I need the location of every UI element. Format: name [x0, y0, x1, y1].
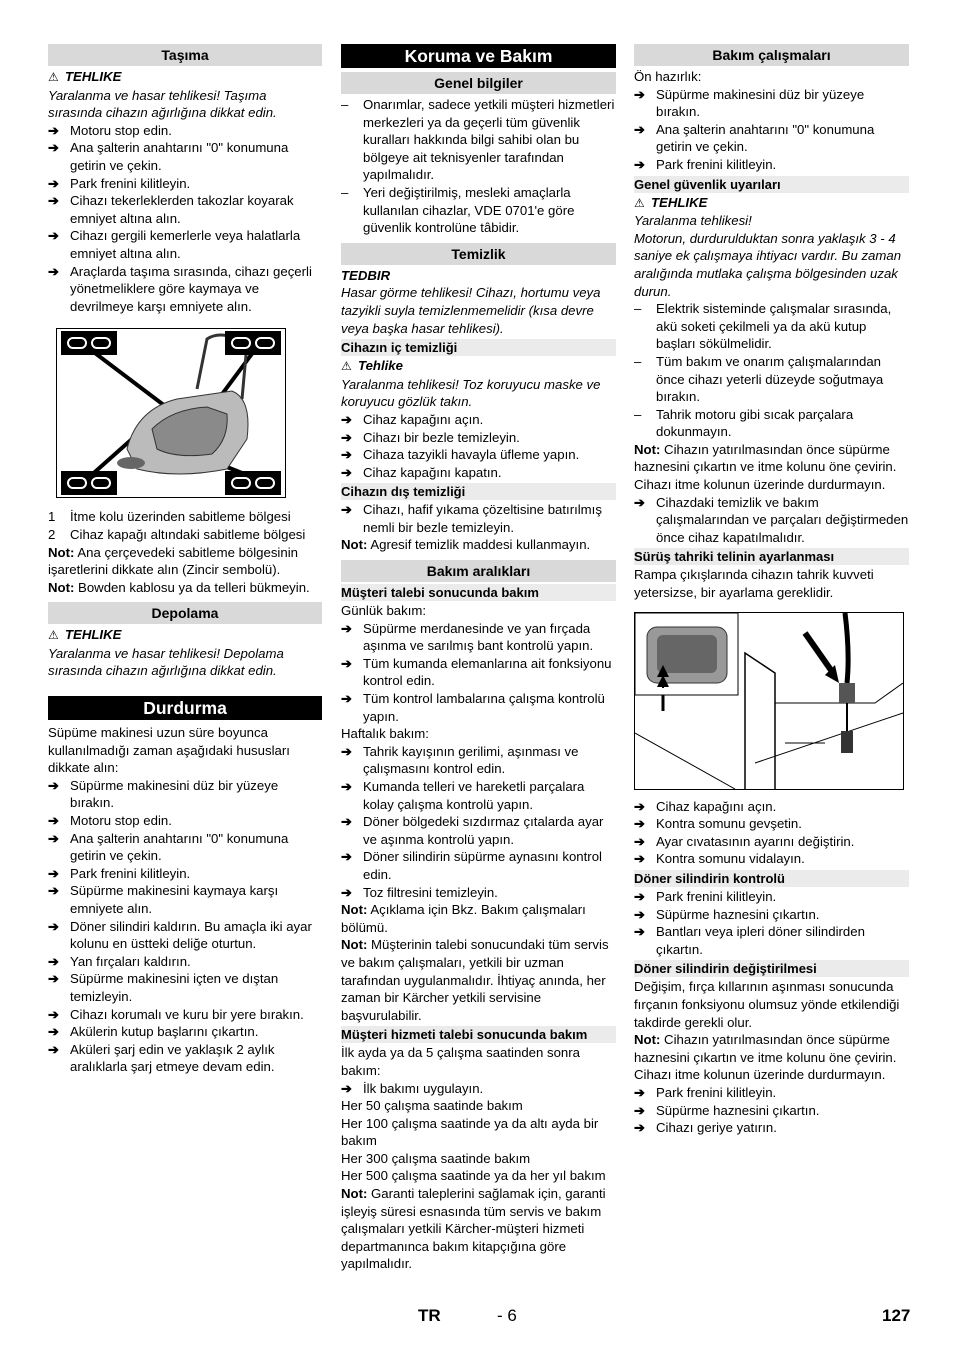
note	[341, 1185, 616, 1273]
list-item	[634, 156, 909, 174]
step-text: Döner bölgedeki sızdırmaz çıtalarda ayar ve aşınma kontrolü yapın.	[363, 814, 604, 847]
arrow-icon: ➔	[48, 140, 59, 156]
item-text: Tüm bakım ve onarım çalışmalarından önce cihazı yeterli düzeyde soğutmaya bırakın.	[656, 353, 884, 405]
arrow-icon: ➔	[48, 918, 59, 934]
step-text: Araçlarda taşıma sırasında, cihazı geçerli yönetmeliklere göre kaymaya ve devrilmeye karşı emniyete alın.	[70, 263, 312, 314]
legend-item	[48, 526, 322, 544]
step-text: Toz filtresini temizleyin.	[363, 884, 498, 900]
interval-line: Her 50 çalışma saatinde bakım	[341, 1098, 523, 1114]
step-text: Süpürme makinesini düz bir yüzeye bırakın.	[656, 86, 865, 120]
step-text: Tahrik kayışının gerilimi, aşınması ve çalışmasını kontrol edin.	[363, 743, 579, 777]
note	[48, 579, 322, 597]
step-text: İlk bakımı uygulayın.	[363, 1080, 484, 1096]
arrow-icon: ➔	[634, 494, 645, 510]
step-text: Cihazı geriye yatırın.	[656, 1120, 777, 1136]
note	[341, 936, 616, 1024]
note	[48, 544, 322, 579]
step-text: Ana şalterin anahtarını "0" konumuna getirin ve çekin.	[656, 121, 875, 155]
intro-text: Süpüme makinesi uzun süre boyunca kullanılmadığı zaman aşağıdaki hususları dikkate alın:	[48, 725, 290, 776]
step-text: Tüm kontrol lambalarına çalışma kontrolü yapın.	[363, 691, 605, 724]
sweeper-tiedown-illustration	[56, 328, 286, 498]
section-title-tasima: Taşıma	[48, 44, 322, 66]
caution-warning: TEDBIR	[341, 267, 391, 283]
step-text: Park frenini kilitleyin.	[70, 175, 191, 191]
note-text: Garanti taleplerini sağlamak için, garanti işleyiş süresi esnasında tüm servis ve bakım çalışmaları yetkili Kärcher-müşteri hizmeti departmanınca bakım kitapçığına göre yapılmalıdır.	[341, 1186, 606, 1272]
step-text: Süpürme makinesini içten ve dıştan temizleyin.	[70, 971, 279, 1004]
subsection-title-degistir: Döner silindirin değiştirilmesi	[634, 960, 909, 977]
list-item	[341, 464, 616, 482]
dash-bullet: –	[341, 97, 349, 112]
arrow-icon: ➔	[634, 798, 645, 814]
arrow-icon: ➔	[634, 889, 645, 904]
note-text: Agresif temizlik maddesi kullanmayın.	[370, 537, 591, 553]
step-text: Süpürme merdanesinde ve yan fırçada aşınma ve sarılmış bant kontrolü yapın.	[363, 620, 594, 654]
note-text: Açıklama için Bkz. Bakım çalışmaları bölümü.	[341, 902, 586, 935]
section-title-depolama: Depolama	[48, 602, 322, 624]
list-item	[634, 888, 909, 906]
subsection-title-surus: Sürüş tahriki telinin ayarlanması	[634, 548, 909, 565]
list-item	[634, 300, 909, 353]
list-item	[48, 192, 322, 227]
list-item	[634, 353, 909, 406]
daily-label: Günlük bakım:	[341, 603, 427, 619]
step-text: Cihazı korumalı ve kuru bir yere bırakın.	[70, 1006, 304, 1022]
step-text: Motoru stop edin.	[70, 122, 172, 138]
list-item	[634, 850, 909, 868]
step-text: Yan fırçaları kaldırın.	[70, 953, 191, 969]
step-text: Park frenini kilitleyin.	[656, 1084, 777, 1100]
drive-cable-drawing	[635, 613, 903, 789]
arrow-icon: ➔	[48, 830, 59, 846]
intro-text: Rampa çıkışlarında cihazın tahrik kuvveti yetersizse, bir ayarlama gereklidir.	[634, 567, 874, 601]
drive-cable-illustration	[634, 612, 904, 790]
warning-label: TEHLIKE	[651, 194, 708, 210]
list-item	[634, 798, 909, 816]
arrow-icon: ➔	[48, 865, 59, 881]
arrow-icon: ➔	[634, 851, 645, 867]
dash-bullet: –	[634, 406, 642, 422]
step-text: Park frenini kilitleyin.	[656, 156, 777, 172]
warning-text: Yaralanma tehlikesi!	[634, 213, 752, 229]
list-item	[48, 227, 322, 262]
section-title-bakim: Bakım çalışmaları	[634, 44, 909, 66]
subsection-title-kontrol: Döner silindirin kontrolü	[634, 870, 909, 887]
legend-item	[48, 508, 322, 526]
step-text: Ana şalterin anahtarını "0" konumuna getirin ve çekin.	[70, 140, 289, 173]
arrow-icon: ➔	[48, 1006, 59, 1022]
step-text: Cihazı gergili kemerlerle veya halatlarla emniyet altına alın.	[70, 228, 301, 261]
section-title-temizlik: Temizlik	[341, 243, 616, 265]
list-item	[341, 1080, 616, 1098]
step-list-tasima	[48, 122, 322, 316]
arrow-icon: ➔	[48, 813, 59, 829]
section-title-genel: Genel bilgiler	[341, 72, 616, 94]
list-item	[48, 1041, 322, 1076]
interval-line: Her 500 çalışma saatinde ya da her yıl bakım	[341, 1168, 606, 1184]
arrow-icon: ➔	[634, 121, 645, 137]
list-item	[48, 970, 322, 1005]
weekly-label: Haftalık bakım:	[341, 726, 429, 742]
arrow-icon: ➔	[341, 884, 352, 900]
chapter-title-durdurma: Durdurma	[48, 696, 322, 720]
step-text: Cihaz kapağını kapatın.	[363, 464, 502, 480]
list-item	[48, 777, 322, 812]
list-item	[48, 122, 322, 140]
note-text: Bowden kablosu ya da telleri bükmeyin.	[78, 579, 310, 595]
danger-warning	[48, 626, 322, 645]
step-text: Cihazı bir bezle temizleyin.	[363, 429, 520, 445]
list-item	[48, 882, 322, 917]
note	[341, 536, 616, 554]
chain-symbol-icon	[61, 471, 117, 495]
arrow-icon: ➔	[341, 1080, 352, 1096]
warning-icon: ⚠	[48, 628, 59, 643]
arrow-icon: ➔	[634, 816, 645, 832]
step-list-durdurma	[48, 777, 322, 1076]
note-label: Not:	[341, 902, 368, 918]
list-item	[341, 96, 616, 184]
note-label: Not:	[341, 937, 368, 953]
list-item	[341, 620, 616, 655]
arrow-icon: ➔	[341, 743, 352, 759]
danger-warning	[48, 68, 322, 87]
column-left	[48, 44, 322, 1076]
warning-text: Motorun, durdurulduktan sonra yaklaşık 3 - 4 saniye ek çalışmaya ihtiyacı vardır. Bu zaman aralığında mutlaka çalışma bölgesinden uzak durun.	[634, 230, 902, 299]
note-label: Not:	[341, 1186, 368, 1202]
list-item	[48, 263, 322, 316]
warning-label: TEHLIKE	[65, 627, 122, 643]
chain-symbol-icon	[61, 331, 117, 355]
list-item	[48, 1006, 322, 1024]
list-item	[341, 848, 616, 883]
arrow-icon: ➔	[341, 411, 352, 427]
step-text: Tüm kumanda elemanlarına ait fonksiyonu kontrol edin.	[363, 655, 612, 689]
chapter-title-koruma: Koruma ve Bakım	[341, 44, 616, 68]
arrow-icon: ➔	[341, 464, 352, 480]
intro-text: İlk ayda ya da 5 çalışma saatinden sonra bakım:	[341, 1045, 580, 1078]
arrow-icon: ➔	[48, 193, 59, 209]
dash-bullet: –	[341, 184, 349, 200]
arrow-icon: ➔	[48, 175, 59, 191]
arrow-icon: ➔	[634, 1084, 645, 1100]
arrow-icon: ➔	[48, 883, 59, 899]
step-text: Ayar cıvatasının ayarını değiştirin.	[656, 833, 855, 849]
arrow-icon: ➔	[48, 777, 59, 793]
interval-line: Her 300 çalışma saatinde bakım	[341, 1150, 531, 1166]
note-text: Müşterinin talebi sonucundaki tüm servis ve bakım çalışmaları, yetkili bir uzman tarafından uygulanmalıdır. İhtiyaç anında, her zaman bir Kärcher yetkili servisine başvurulabilir.	[341, 937, 609, 1023]
list-item	[48, 953, 322, 971]
item-text: Onarımlar, sadece yetkili müşteri hizmetleri merkezleri ya da geçerli tüm güvenlik kuralları hakkında bilgi sahibi olan bu bölgeye ait teknisyenler tarafından yapılmalıdır.	[363, 97, 615, 183]
list-item	[341, 184, 616, 237]
step-text: Cihazı tekerleklerden takozlar koyarak emniyet altına alın.	[70, 193, 294, 226]
step-text: Kontra somunu gevşetin.	[656, 816, 802, 832]
note	[341, 901, 616, 936]
danger-warning	[341, 357, 616, 376]
arrow-icon: ➔	[48, 953, 59, 969]
list-item	[634, 1084, 909, 1102]
intro-text: Ön hazırlık:	[634, 69, 702, 84]
step-text: Cihaza tazyikli havayla üfleme yapın.	[363, 447, 580, 463]
arrow-icon: ➔	[341, 849, 352, 865]
item-text: Yeri değiştirilmiş, mesleki amaçlarla kullanılan cihazlar, VDE 0701'e göre güvenlik kontrolüne tâbidir.	[363, 184, 575, 236]
note-text: Cihazın yatırılmasından önce süpürme haznesini çıkartın ve itme kolunu öne çevirin. Cihazı itme kolunun üzerinde durdurmayın.	[634, 441, 897, 493]
footer-subpage: - 6	[497, 1306, 517, 1325]
dash-bullet: –	[634, 301, 642, 317]
note-label: Not:	[48, 579, 75, 595]
step-text: Cihaz kapağını açın.	[363, 411, 484, 427]
step-text: Park frenini kilitleyin.	[70, 865, 191, 881]
step-text: Kontra somunu vidalayın.	[656, 851, 805, 867]
warning-icon: ⚠	[48, 70, 59, 84]
note	[634, 1031, 909, 1084]
list-item	[634, 833, 909, 851]
note-label: Not:	[634, 1032, 661, 1048]
note	[634, 441, 909, 494]
note-text: Ana çerçevedeki sabitleme bölgesinin işaretlerini dikkate alın (Zincir sembolü).	[48, 544, 298, 578]
step-text: Kumanda telleri ve hareketli parçalara kolay çalışma kontrolü yapın.	[363, 779, 585, 812]
step-text: Döner silindirin süpürme aynasını kontrol edin.	[363, 849, 602, 882]
list-item	[341, 429, 616, 447]
note-label: Not:	[48, 544, 75, 560]
arrow-icon: ➔	[341, 447, 352, 463]
step-text: Bantları veya ipleri döner silindirden çıkartın.	[656, 924, 865, 957]
chain-symbol-icon	[225, 331, 281, 355]
arrow-icon: ➔	[341, 655, 352, 671]
arrow-icon: ➔	[48, 971, 59, 987]
list-item	[634, 923, 909, 958]
list-item	[634, 86, 909, 121]
step-text: Akülerin kutup başlarını çıkartın.	[70, 1024, 259, 1040]
dash-bullet: –	[634, 353, 642, 369]
list-item	[48, 830, 322, 865]
danger-warning	[634, 194, 909, 213]
list-item	[48, 865, 322, 883]
item-text: Elektrik sisteminde çalışmalar sırasında, akü soketi çekilmeli ya da akü kutup başları sökülmelidir.	[656, 301, 892, 352]
arrow-icon: ➔	[48, 228, 59, 244]
arrow-icon: ➔	[634, 924, 645, 940]
legend-number: 1	[48, 509, 56, 525]
section-title-araliklar: Bakım aralıkları	[341, 560, 616, 582]
warning-icon: ⚠	[634, 195, 645, 210]
list-item	[634, 906, 909, 924]
list-item	[341, 690, 616, 725]
step-text: Ana şalterin anahtarını "0" konumuna getirin ve çekin.	[70, 830, 289, 864]
arrow-icon: ➔	[341, 502, 352, 518]
step-text: Süpürme haznesini çıkartın.	[656, 906, 820, 922]
step-text: Park frenini kilitleyin.	[656, 889, 777, 904]
footer-page-number: 127	[882, 1306, 911, 1325]
item-text: Tahrik motoru gibi sıcak parçalara dokunmayın.	[656, 406, 854, 440]
note-label: Not:	[341, 537, 368, 553]
list-item	[341, 655, 616, 690]
note-label: Not:	[634, 441, 661, 457]
arrow-icon: ➔	[48, 1041, 59, 1057]
list-item	[48, 139, 322, 174]
subsection-title-musteri: Müşteri talebi sonucunda bakım	[341, 584, 616, 601]
list-item	[634, 494, 909, 547]
footer-language: TR	[418, 1306, 441, 1325]
arrow-icon: ➔	[634, 833, 645, 849]
list-item	[341, 501, 616, 536]
arrow-icon: ➔	[634, 1120, 645, 1136]
intro-text: Değişim, fırça kıllarının aşınması sonucunda fırçanın fonksiyonu olumsuz yönde etkilendiği takdirde gerekli olur.	[634, 979, 900, 1030]
list-item	[341, 743, 616, 778]
arrow-icon: ➔	[48, 1024, 59, 1040]
arrow-icon: ➔	[48, 263, 59, 279]
list-item	[634, 1102, 909, 1120]
arrow-icon: ➔	[341, 814, 352, 830]
legend-text: Cihaz kapağı altındaki sabitleme bölgesi	[70, 526, 306, 542]
legend-number: 2	[48, 526, 56, 542]
arrow-icon: ➔	[634, 906, 645, 922]
arrow-icon: ➔	[341, 779, 352, 794]
step-text: Süpürme makinesini kaymaya karşı emniyete alın.	[70, 883, 279, 916]
list-item	[634, 406, 909, 441]
step-text: Cihaz kapağını açın.	[656, 798, 777, 814]
step-text: Cihazdaki temizlik ve bakım çalışmalarından ve parçaları değiştirmeden önce cihaz kapatılmalıdır.	[656, 494, 909, 545]
arrow-icon: ➔	[341, 691, 352, 707]
warning-text: Yaralanma tehlikesi! Toz koruyucu maske ve koruyucu gözlük takın.	[341, 376, 601, 410]
column-middle	[341, 44, 616, 1273]
list-item	[634, 121, 909, 156]
legend-text: İtme kolu üzerinden sabitleme bölgesi	[70, 509, 291, 525]
arrow-icon: ➔	[634, 156, 645, 172]
list-item	[48, 175, 322, 193]
warning-label: Tehlike	[358, 358, 403, 374]
warning-text: Hasar görme tehlikesi! Cihazı, hortumu veya tazyikli suyla temizlenmemelidir (kısa devre veya başka hasar tehlikesi).	[341, 285, 601, 336]
arrow-icon: ➔	[634, 86, 645, 102]
list-item	[341, 813, 616, 848]
warning-icon: ⚠	[341, 359, 352, 374]
chain-symbol-icon	[225, 471, 281, 495]
step-text: Cihazı, hafif yıkama çözeltisine batırılmış nemli bir bezle temizleyin.	[363, 502, 602, 535]
list-item	[48, 1023, 322, 1041]
warning-text: Yaralanma ve hasar tehlikesi! Depolama sırasında cihazın ağırlığına dikkat edin.	[48, 645, 284, 679]
step-text: Döner silindiri kaldırın. Bu amaçla iki ayar kolunu en üstteki deliğe oturtun.	[70, 918, 312, 952]
interval-line: Her 100 çalışma saatinde ya da altı ayda bir bakım	[341, 1115, 599, 1149]
arrow-icon: ➔	[634, 1102, 645, 1118]
warning-text: Yaralanma ve hasar tehlikesi! Taşıma sırasında cihazın ağırlığına dikkat edin.	[48, 87, 277, 121]
arrow-icon: ➔	[48, 122, 59, 138]
list-item	[634, 1119, 909, 1137]
list-item	[341, 446, 616, 464]
subsection-title-dis: Cihazın dış temizliği	[341, 483, 616, 500]
subsection-title-hizmet: Müşteri hizmeti talebi sonucunda bakım	[341, 1026, 616, 1043]
step-text: Süpürme makinesini düz bir yüzeye bırakın.	[70, 777, 279, 811]
list-item	[48, 918, 322, 953]
list-item	[634, 815, 909, 833]
subsection-title-ic: Cihazın iç temizliği	[341, 339, 616, 356]
subsection-title-guvenlik: Genel güvenlik uyarıları	[634, 176, 909, 193]
warning-label: TEHLIKE	[65, 69, 122, 84]
arrow-icon: ➔	[341, 429, 352, 445]
list-item	[341, 884, 616, 902]
note-text: Cihazın yatırılmasından önce süpürme haznesini çıkartın ve itme kolunu öne çevirin. Cihazı itme kolunun üzerinde durdurmayın.	[634, 1032, 897, 1083]
list-item	[341, 411, 616, 429]
arrow-icon: ➔	[341, 620, 352, 636]
step-text: Aküleri şarj edin ve yaklaşık 2 aylık aralıklarla şarj etmeye devam edin.	[70, 1041, 275, 1075]
column-right	[634, 44, 909, 1137]
step-text: Motoru stop edin.	[70, 813, 172, 829]
list-item	[341, 778, 616, 813]
list-item	[48, 812, 322, 830]
step-text: Süpürme haznesini çıkartın.	[656, 1102, 820, 1118]
